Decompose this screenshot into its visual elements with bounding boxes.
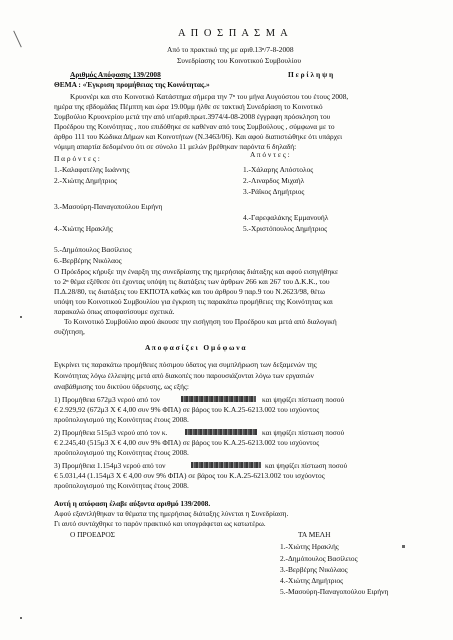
- approval-line: αναβάθμισης του δικτύου ύδρευσης, ως εξής:: [54, 382, 189, 391]
- closing-line: Γι αυτό συντάχθηκε το παρόν πρακτικό και υπογράφεται ως κατωτέρω.: [54, 519, 266, 528]
- header-line-2: Συνεδρίασης του Κοινοτικού Συμβουλίου: [177, 56, 301, 65]
- item-line: € 2.929,92 (672μ3 Χ € 4,00 συν 9% ΦΠΑ) σε βάρος του Κ.Α.25-6213.002 του ισχύοντος: [54, 405, 320, 414]
- item-line: προϋπολογισμού της Κοινότητας έτους 2008.: [54, 481, 189, 490]
- scan-mark: [13, 31, 22, 48]
- intro-line: Κρυονέρι και στο Κοινοτικό Κατάστημα σήμερα την 7ⁿ του μήνα Αυγούστου του έτους 2008,: [70, 92, 349, 101]
- president-label: Ο ΠΡΟΕΔΡΟΣ: [70, 530, 115, 539]
- item-line: και ψηφίζει πίστωση ποσού: [262, 395, 345, 404]
- approval-line: Εγκρίνει τις παρακάτω προμήθειες πόσιμου ύδατος για συμπλήρωση των δεξαμενών της: [54, 360, 317, 369]
- unanimous-heading: Α π ο φ α σ ί ζ ε ι Ο μ ό φ ω ν α: [145, 343, 246, 352]
- scan-mark: [20, 617, 22, 619]
- item-line: € 5.031,44 (1.154μ3 Χ € 4,00 συν 9% ΦΠΑ) σε βάρος του Κ.Α.25-6213.002 του ισχύοντος: [54, 471, 325, 480]
- body-line: παρακαλώ όπως αποφασίσουμε σχετικά.: [54, 307, 175, 316]
- intro-line: ημέρα της εβδομάδας Πέμπτη και ώρα 19.00μμ ήλθε σε τακτική Συνεδρίαση το Κοινοτικό: [54, 102, 323, 111]
- decision-number: Αριθμός Απόφασης 139/2008: [70, 70, 161, 79]
- signing-member: 5.-Μασούρη-Παναγοπούλου Ειρήνη: [280, 587, 389, 596]
- present-member: 4.-Χιώτης Ηρακλής: [54, 224, 113, 233]
- present-member: 2.-Χιώτης Δημήτριος: [54, 176, 118, 185]
- item-line: και ψηφίζει πίστωση ποσού: [265, 461, 348, 470]
- scan-mark: [20, 316, 22, 318]
- document-title: Α Π Ο Σ Π Α Σ Μ Α: [178, 28, 290, 39]
- signing-member: 4.-Χιώτης Δημήτριος: [280, 576, 344, 585]
- item-line: και ψηφίζει πίστωση ποσού: [262, 428, 345, 437]
- body-line: συζήτηση,: [54, 327, 85, 336]
- item-line: προϋπολογισμού της Κοινότητας έτους 2008.: [54, 415, 189, 424]
- absent-label: Α π ό ν τ ε ς :: [250, 150, 290, 159]
- item-line: 1) Προμήθεια 672μ3 νερού από τον: [54, 395, 160, 404]
- absent-member: 1.-Χάλαρης Απόστολος: [243, 165, 314, 174]
- redacted-name: [191, 462, 261, 468]
- present-member: 1.-Καλαφατέλης Ιωάννης: [54, 165, 130, 174]
- body-line: Το Κοινοτικό Συμβούλιο αφού άκουσε την εισήγηση του Προέδρου και μετά από διαλογική: [64, 317, 337, 326]
- closing-decision-number: Αυτή η απόφαση έλαβε αύξοντα αριθμό 139/2008.: [54, 499, 211, 508]
- item-line: 2) Προμήθεια 515μ3 νερού από τον κ.: [54, 428, 168, 437]
- present-member: 5.-Δημόπουλος Βασίλειος: [54, 245, 132, 254]
- body-line: Π.Δ.28/80, τις διατάξεις του ΕΚΠΟΤΑ καθώς και του άρθρου 9 παρ.9 του Ν.2623/98, θέτω: [54, 287, 326, 296]
- body-line: Ο Πρόεδρος κήρυξε την έναρξη της συνεδρίασης της ημερήσιας διάταξης και αφού εισηγήθηκε: [54, 267, 339, 276]
- absent-member: 2.-Λιναρδος Μιχαήλ: [243, 176, 305, 185]
- absent-member: 3.-Ράϊκος Δημήτριος: [243, 187, 305, 196]
- summary-label: Π ε ρ ί λ η ψ η: [288, 70, 334, 79]
- body-line: τo 2ⁿ θέμα εξέθεσε ότι έχοντας υπόψη τις διατάξεις των άρθρων 266 και 267 του Δ.Κ.Κ., του: [54, 277, 330, 286]
- absent-member: 5.-Χριστόπουλος Δημήτριος: [243, 224, 328, 233]
- present-member: 3.-Μασούρη-Παναγοπούλου Ειρήνη: [54, 202, 163, 211]
- item-line: € 2.245,40 (515μ3 Χ € 4,00 συν 9% ΦΠΑ) σε βάρος του Κ.Α.25-6213.002 του ισχύοντος: [54, 438, 320, 447]
- absent-member: 4.-Γαρεφαλάκης Εμμανουήλ: [243, 213, 329, 222]
- signing-member: 3.-Βερβέρης Νικόλαος: [280, 565, 348, 574]
- present-label: Π α ρ ό ν τ ε ς :: [54, 154, 100, 163]
- closing-line: Αφού εξαντλήθηκαν τα θέματα της ημερήσιας διάταξης λύνεται η Συνεδρίαση.: [54, 509, 289, 518]
- intro-line: Συμβούλιο Κρυονερίου μετά την από υπ'αριθ.πρωτ.3974/4-08-2008 έγγραφη πρόσκληση του: [54, 112, 331, 121]
- intro-line: Προέδρου της Κοινότητας , που επιδόθηκε σε καθέναν από τους Συμβούλους , σύμφωνα με το: [54, 122, 335, 131]
- redacted-name: [185, 429, 257, 435]
- signing-member: 2.-Δημόπουλος Βασίλειος: [280, 554, 358, 563]
- members-label: ΤΑ ΜΕΛΗ: [298, 530, 331, 539]
- item-line: προϋπολογισμού της Κοινότητας έτους 2008.: [54, 448, 189, 457]
- signing-member: 1.-Χιώτης Ηρακλής: [280, 542, 339, 551]
- item-line: 3) Προμήθεια 1.154μ3 νερού από τον: [54, 461, 166, 470]
- scan-mark: [402, 545, 405, 548]
- approval-line: Κοινότητας λόγω έλλειψης μετά από διακοπές που παρουσιάζονται λόγω των εργασιών: [54, 371, 314, 380]
- intro-line: νόμιμη απαρτία δεδομένου ότι σε σύνολο 11 μελών βρέθηκαν παρόντα 6 δηλαδή:: [54, 142, 297, 151]
- intro-line: άρθρο 111 του Κώδικα Δήμων και Κοινοτήτων (Ν.3463/06). Και αφού διαπιστώθηκε ότι υπάρχει: [54, 132, 343, 141]
- redacted-name: [181, 396, 256, 402]
- body-line: υπόψη του Κοινοτικού Συμβουλίου για έγκριση τις παρακάτω προμήθειες της Κοινότητας και: [54, 297, 333, 306]
- present-member: 6.-Βερβέρης Νικόλαος: [54, 256, 122, 265]
- decision-theme: ΘΕΜΑ : «Έγκριση προμήθειας της Κοινότητας.»: [54, 80, 210, 89]
- header-line-1: Από το πρακτικό της με αριθ.13ⁿ/7-8-2008: [167, 45, 294, 54]
